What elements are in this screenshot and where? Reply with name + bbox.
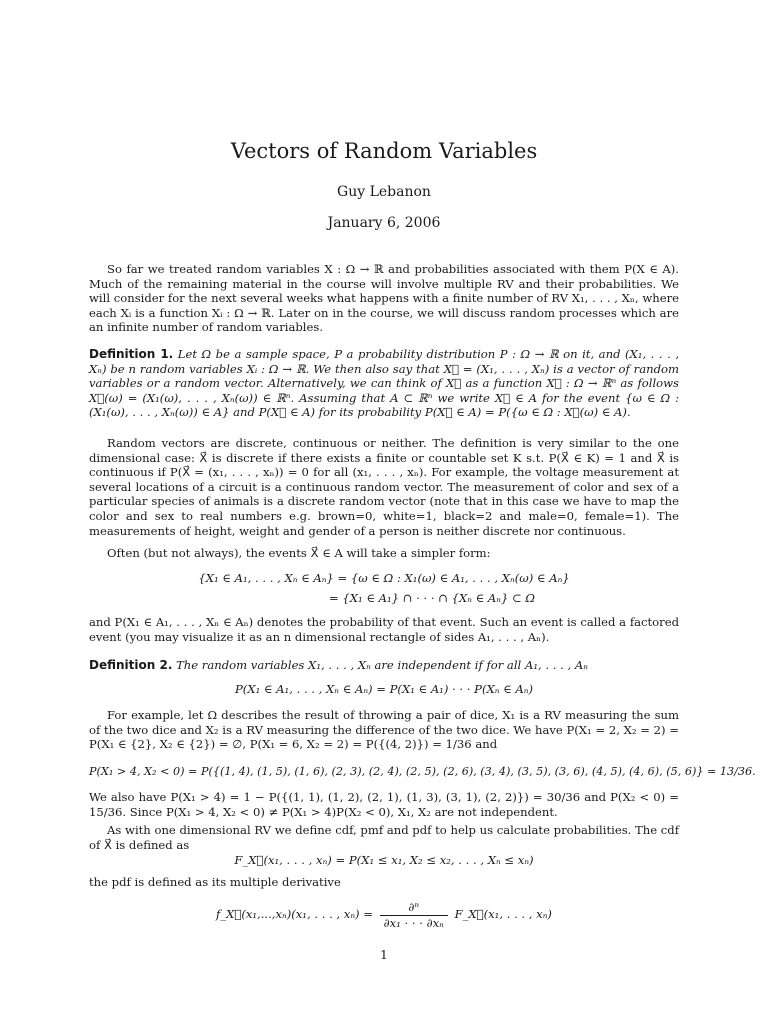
fraction-numerator: ∂ⁿ <box>380 900 448 916</box>
factored-event-paragraph: and P(X₁ ∈ A₁, . . . , Xₙ ∈ Aₙ) denotes the probability of that event. Such an event is called a factored event (you may visualize it as an n dimensional rectangle of sides A₁, . . . , Aₙ). <box>89 615 679 644</box>
factored-event-equation-line-1: {X₁ ∈ A₁, . . . , Xₙ ∈ Aₙ} = {ω ∈ Ω : X₁(ω) ∈ A₁, . . . , Xₙ(ω) ∈ Aₙ} <box>198 571 570 585</box>
definition-2 <box>89 658 679 673</box>
factored-event-equation-line-2: = {X₁ ∈ A₁} ∩ · · · ∩ {Xₙ ∈ Aₙ} ⊂ Ω <box>329 591 536 605</box>
dice-independence-paragraph: We also have P(X₁ > 4) = 1 − P({(1, 1), (1, 2), (2, 1), (1, 3), (3, 1), (2, 2)}) = 30/36 and P(X₂ < 0) = 15/36. Since P(X₁ > 4, X₂ < 0) ≠ P(X₁ > 4)P(X₂ < 0), X₁, X₂ are not independent. <box>89 790 679 819</box>
pdf-intro-paragraph: the pdf is defined as its multiple derivative <box>89 875 341 889</box>
independence-equation: P(X₁ ∈ A₁, . . . , Xₙ ∈ Aₙ) = P(X₁ ∈ A₁) · · · P(Xₙ ∈ Aₙ) <box>235 682 533 696</box>
pdf-derivative-fraction <box>380 900 448 930</box>
page-number: 1 <box>380 948 388 962</box>
pdf-equation-lhs: f_X⃗(x₁,...,xₙ)(x₁, . . . , xₙ) = <box>216 907 373 922</box>
fraction-denominator: ∂x₁ · · · ∂xₙ <box>383 915 444 930</box>
dice-probability-equation: P(X₁ > 4, X₂ < 0) = P({(1, 4), (1, 5), (1, 6), (2, 3), (2, 4), (2, 5), (2, 6), (3, 4), (3, 5), (3, 6), (4, 5), (4, 6), (5, 6)} = 13/36. <box>89 765 756 778</box>
intro-paragraph: So far we treated random variables X : Ω → ℝ and probabilities associated with them P(X ∈ A). Much of the remaining material in the course will involve multiple RV and their probabilities. We will consider for the next several weeks what happens with a finite number of RV X₁, . . . , Xₙ, where each Xᵢ is a function Xᵢ : Ω → ℝ. Later on in the course, we will discuss random processes which are an infinite number of random variables. <box>89 262 679 335</box>
paper-page <box>89 0 756 1024</box>
definition-1 <box>89 347 679 420</box>
paper-date: January 6, 2006 <box>327 215 441 231</box>
definition-1-label: Definition 1. <box>89 347 174 361</box>
pdf-equation-rhs: F_X⃗(x₁, . . . , xₙ) <box>454 907 552 922</box>
random-vectors-paragraph: Random vectors are discrete, continuous or neither. The definition is very similar to the one dimensional case: X⃗ is discrete if there exists a finite or countable set K s.t. P(X⃗ ∈ K) = 1 and X⃗ is continuous if P(X⃗ = (x₁, . . . , xₙ)) = 0 for all (x₁, . . . , xₙ). For example, the voltage measurement at several locations of a circuit is a continuous random vector. The measurement of color and sex of a particular species of animals is a discrete random vector (note that in this case we have to map the color and sex to real numbers e.g. brown=0, white=1, black=2 and male=0, female=1). The measurements of height, weight and gender of a person is neither discrete nor continuous. <box>89 436 679 538</box>
cdf-equation: F_X⃗(x₁, . . . , xₙ) = P(X₁ ≤ x₁, X₂ ≤ x₂, . . . , Xₙ ≤ xₙ) <box>234 853 534 867</box>
definition-2-label: Definition 2. <box>89 658 173 672</box>
definition-1-text: Let Ω be a sample space, P a probability distribution P : Ω → ℝ on it, and (X₁, . . . , Xₙ) be n random variables Xᵢ : Ω → ℝ. We then also say that X⃗ = (X₁, . . . , Xₙ) is a vector of random variables or a random vector. Alternatively, we can think of X⃗ as a function X⃗ : Ω → ℝⁿ as follows X⃗(ω) = (X₁(ω), . . . , Xₙ(ω)) ∈ ℝⁿ. Assuming that A ⊂ ℝⁿ we write X⃗ ∈ A for the event {ω ∈ Ω : (X₁(ω), . . . , Xₙ(ω)) ∈ A} and P(X⃗ ∈ A) for its probability P(X⃗ ∈ A) = P({ω ∈ Ω : X⃗(ω) ∈ A). <box>89 347 680 420</box>
paper-title: Vectors of Random Variables <box>230 139 538 163</box>
pdf-equation <box>89 900 679 930</box>
cdf-intro-paragraph: As with one dimensional RV we define cdf, pmf and pdf to help us calculate probabilities. The cdf of X⃗ is defined as <box>89 823 679 852</box>
definition-2-text: The random variables X₁, . . . , Xₙ are independent if for all A₁, . . . , Aₙ <box>176 658 588 672</box>
simpler-form-paragraph: Often (but not always), the events X⃗ ∈ A will take a simpler form: <box>107 546 491 560</box>
dice-example-paragraph: For example, let Ω describes the result of throwing a pair of dice, X₁ is a RV measuring the sum of the two dice and X₂ is a RV measuring the difference of the two dice. We have P(X₁ = 2, X₂ = 2) = P(X₁ ∈ {2}, X₂ ∈ {2}) = ∅, P(X₁ = 6, X₂ = 2) = P({(4, 2)}) = 1/36 and <box>89 708 679 752</box>
paper-author: Guy Lebanon <box>337 184 431 200</box>
